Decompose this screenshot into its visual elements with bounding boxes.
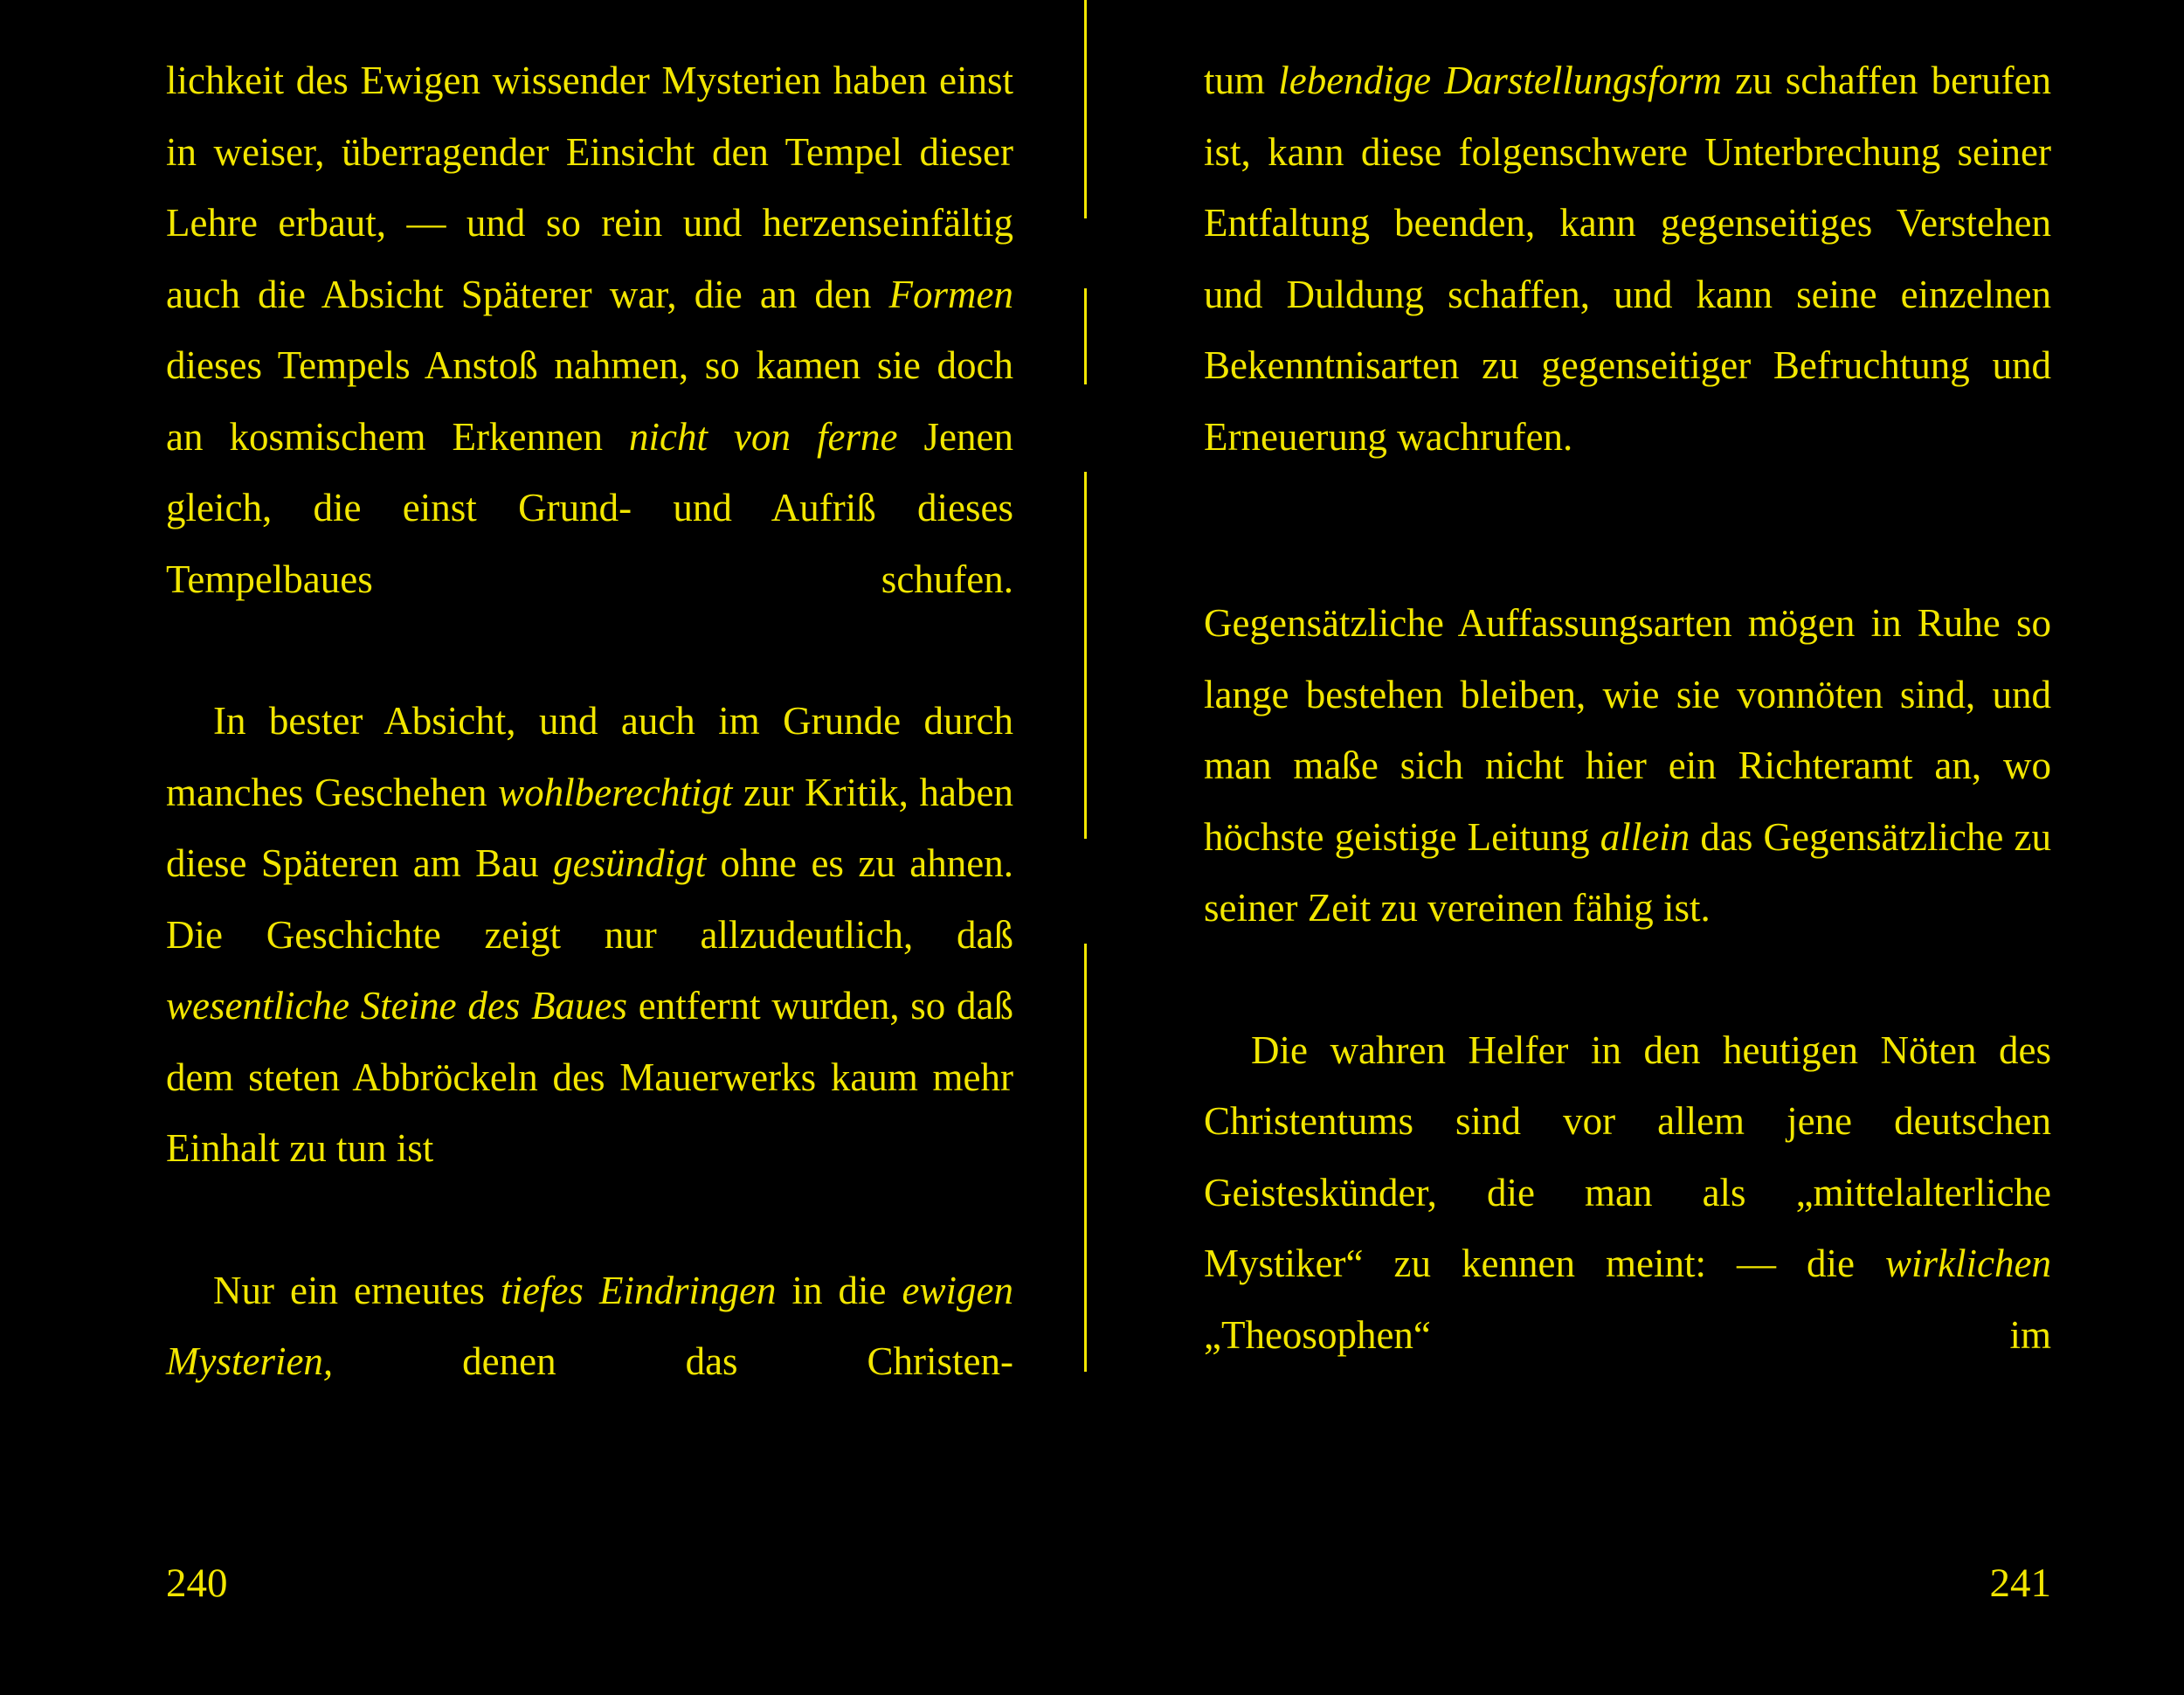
text-span: das Gegensätzliche zu seiner Zeit zu vereinen fähig ist. xyxy=(1204,814,2051,930)
italic-span: Formen xyxy=(888,272,1013,316)
italic-span: gesündigt xyxy=(553,841,707,885)
paragraph-gap xyxy=(1204,944,2051,1015)
italic-span: wirklichen xyxy=(1885,1242,2051,1285)
text-span: Nur ein erneutes xyxy=(213,1268,485,1312)
text-span: „Theosophen“ im xyxy=(1204,1312,2051,1357)
text-span: in die xyxy=(791,1268,887,1312)
gutter-line xyxy=(1084,0,1087,218)
left-paragraph-3 xyxy=(166,1256,1013,1398)
text-span: zu schaffen berufen ist, kann diese folgenschwere Unterbrechung seiner Entfaltung beenden, kann gegenseitiges Verstehen und Duldung schaffen, und kann seine einzelnen Bekenntnisarten zu gegenseitiger Befruchtung und Erneuerung wachrufen. xyxy=(1204,59,2052,459)
text-span: entfernt wurden, so daß dem steten Abbröckeln des Mauerwerks kaum mehr Einhalt zu tun ist xyxy=(166,984,1013,1170)
gutter-line xyxy=(1084,944,1087,1372)
text-span: dieses Tempels Anstoß nahmen, so kamen sie doch an kosmischem Erkennen xyxy=(166,343,1013,459)
right-paragraph-1 xyxy=(1204,45,2051,473)
page-number: 240 xyxy=(166,1560,228,1606)
right-paragraph-3 xyxy=(1204,1015,2051,1372)
text-span: tum xyxy=(1204,59,1266,102)
italic-span: nicht von ferne xyxy=(629,414,898,459)
text-span: lichkeit des Ewigen wissender Mysterien haben einst in weiser, überragender Einsicht den Tempel dieser Lehre erbaut, — und so rein und herzenseinfältig auch die Absicht Späterer war, die an den xyxy=(166,59,1013,316)
text-span: Die wahren Helfer in den heutigen Nöten des Christentums sind vor allem jene deutschen Geisteskünder, die man als „mittelalterliche Mystiker“ zu kennen meint: — die xyxy=(1204,1027,2051,1285)
right-paragraph-2 xyxy=(1204,588,2051,944)
italic-span: allein xyxy=(1600,814,1690,859)
italic-span: tiefes Eindringen xyxy=(500,1268,777,1312)
text-span: zur Kritik, haben diese Späteren am Bau xyxy=(166,770,1013,885)
paragraph-gap xyxy=(166,1185,1013,1256)
page-number: 241 xyxy=(1989,1560,2051,1606)
text-span: ohne es zu ahnen. Die Geschichte zeigt nur allzudeutlich, daß xyxy=(166,841,1013,957)
text-span: Jenen gleich, die einst Grund- und Aufriß dieses Tempelbaues schufen. xyxy=(166,414,1014,601)
text-span: In bester Absicht, und auch im Grunde durch manches Geschehen xyxy=(166,699,1013,814)
text-span: Gegensätzliche Auffassungsarten mögen in Ruhe so lange bestehen bleiben, wie sie vonnöten sind, und man maße sich nicht hier ein Richteramt an, wo höchste geistige Leitung xyxy=(1204,601,2051,859)
gutter-line xyxy=(1084,472,1087,839)
italic-span: ewigen Mysterien, xyxy=(166,1268,1013,1383)
paragraph-gap xyxy=(166,615,1013,686)
italic-span: wohlberechtigt xyxy=(498,770,733,814)
italic-span: wesentliche Steine des Baues xyxy=(166,984,627,1027)
right-page xyxy=(1204,45,2051,1671)
left-paragraph-2 xyxy=(166,686,1013,1185)
left-paragraph-1 xyxy=(166,45,1013,615)
gutter-line xyxy=(1084,288,1087,384)
italic-span: lebendige Darstellungsform xyxy=(1278,59,1722,102)
left-page xyxy=(166,45,1013,1671)
paragraph-gap xyxy=(1204,473,2051,588)
text-span: denen das Christen- xyxy=(462,1339,1013,1383)
